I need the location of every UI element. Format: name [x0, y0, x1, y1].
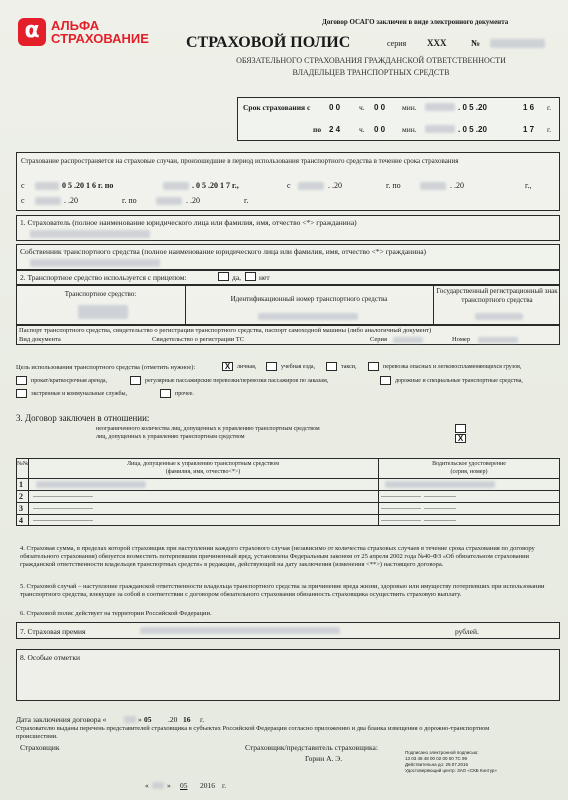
period-row1-day2-redacted [163, 182, 189, 190]
drivers-row4-license: -------------------- ---------------- [381, 518, 456, 524]
term-from-year: 1 6 [523, 103, 535, 112]
sign-date-close: » [167, 781, 171, 790]
sign-year: 2016 [200, 781, 215, 790]
drivers-col-num: №№ [17, 461, 29, 467]
series-value: XXX [427, 38, 447, 48]
premium-amount-redacted [140, 627, 340, 634]
rep-name: Горин А. Э. [305, 754, 343, 763]
number-label: № [471, 38, 481, 48]
purpose-dangerous-label: перевозка опасных и легковоспламеняющихся грузов, [383, 364, 522, 370]
owner-label: Собственник транспортного средства (полное наименование юридического лица или фамилия, имя, отчество <*> гражданина) [20, 247, 427, 256]
contract-date-g: г. [200, 715, 205, 724]
purpose-personal-label: личная, [237, 364, 257, 370]
drivers-col-divider-2 [378, 458, 379, 526]
drivers-col-license-1: Водительское удостоверение [432, 461, 506, 467]
insurer-label: 1. Страхователь (полное наименование юридического лица или фамилия, имя, отчество <*> гражданина) [20, 218, 357, 227]
term-to-g: г. [547, 125, 552, 134]
period-row2-e: г. [244, 196, 249, 205]
drivers-row2-bottom [16, 502, 560, 503]
vehicle-doc-label: Паспорт транспортного средства, свидетельство о регистрации транспортного средства, паспорт самоходной машины (либо аналогичный документ) [19, 327, 432, 334]
term-from-day-redacted [425, 103, 455, 111]
drivers-row2-name: ------------------------------ [33, 494, 93, 500]
period-row1-day-redacted [35, 182, 59, 190]
drivers-row4-name: ------------------------------ [33, 518, 93, 524]
term-to-hours: 2 4 [329, 125, 341, 134]
premium-label: 7. Страховая премия [20, 627, 86, 636]
notes-box [16, 649, 560, 701]
trailer-no-checkbox[interactable] [245, 272, 256, 281]
period-row2-d: . .20 [186, 196, 200, 205]
electronic-note: Договор ОСАГО заключен в виде электронного документа [322, 18, 509, 26]
drivers-row3-num: 3 [19, 504, 23, 513]
contract-date-label: Дата заключения договора « [16, 715, 107, 724]
period-row2-c: с [21, 196, 25, 205]
drivers-row1-bottom [16, 490, 560, 491]
electronic-signature-stamp [405, 750, 555, 786]
rep-label: Страховщик/представитель страховщика: [245, 743, 378, 752]
drivers-col-persons-1: Лица, допущенные к управлению транспортным средством [126, 461, 279, 467]
premium-unit: рублей. [455, 627, 479, 636]
purpose-dangerous-checkbox[interactable] [368, 362, 379, 371]
contract-date-year: 16 [183, 715, 191, 724]
purpose-rental-checkbox[interactable] [16, 376, 27, 385]
drivers-row1-name-redacted [36, 481, 146, 488]
drivers-limited-checkbox[interactable]: X [455, 434, 466, 443]
vehicle-model-redacted [78, 305, 128, 319]
period-row1-d: . .20 [328, 181, 342, 190]
period-row2-a-redacted [35, 197, 61, 205]
contract-date-year-prefix: .20 [168, 715, 178, 724]
drivers-row1-license-redacted [385, 481, 495, 488]
term-to-minutes: 0 0 [374, 125, 386, 134]
policy-number-redacted [490, 39, 545, 48]
sign-day-redacted [152, 782, 164, 789]
vehicle-doc-series-redacted [393, 337, 423, 343]
period-row1-a: 0 5 .20 1 6 г. по [62, 181, 114, 190]
stamp-line2: 13 03 48 48 00 02 00 00 7С 99 [405, 756, 468, 761]
term-from-date: . 0 5 .20 [458, 103, 487, 112]
sign-date-open: « [145, 781, 149, 790]
clause-6: 6. Страховой полис действует на территории Российской Федерации. [20, 610, 212, 617]
vehicle-col-plate: Государственный регистрационный знак транспортного средства [436, 287, 558, 304]
term-from-minutes: 0 0 [374, 103, 386, 112]
term-from-hours: 0 0 [329, 103, 341, 112]
drivers-row3-bottom [16, 514, 560, 515]
period-row1-f: . .20 [450, 181, 464, 190]
drivers-col-persons-2: (фамилия, имя, отчество<*>) [165, 469, 241, 475]
term-to-date: . 0 5 .20 [458, 125, 487, 134]
purpose-road-label: дорожные и специальные транспортные средства, [395, 378, 523, 384]
stamp-line1: Подписано электронной подписью: [405, 750, 479, 755]
period-row1-c: с [21, 181, 25, 190]
purpose-emergency-label: экстренные и коммунальные службы, [31, 391, 128, 397]
vehicle-col-model: Транспортное средство: [64, 290, 137, 298]
drivers-row3-name: ------------------------------ [33, 506, 93, 512]
drivers-col-divider-1 [28, 458, 29, 526]
series-label: серия [387, 39, 407, 48]
period-row1-g: г., [525, 181, 532, 190]
trailer-yes-label: да, [232, 273, 242, 282]
term-to-label: по [313, 125, 322, 134]
period-row2-b: г. по [122, 196, 137, 205]
term-to-min: мин. [402, 125, 417, 134]
period-row1-e: г. по [386, 181, 401, 190]
drivers-row2-license: -------------------- ---------------- [381, 494, 456, 500]
term-from-ch: ч. [359, 103, 365, 112]
purpose-taxi-checkbox[interactable] [326, 362, 337, 371]
vehicle-doc-series: Серия [370, 336, 388, 343]
purpose-other-checkbox[interactable] [160, 389, 171, 398]
drivers-limited-label: лиц, допущенных к управлению транспортным средством [96, 434, 245, 440]
logo-mark-icon: α [18, 18, 46, 46]
sign-g: г. [222, 781, 227, 790]
drivers-unlimited-checkbox[interactable] [455, 424, 466, 433]
vehicle-plate-redacted [475, 313, 523, 320]
trailer-no-label: нет [259, 273, 270, 282]
trailer-label: 2. Транспортное средство используется с прицепом: [20, 273, 187, 282]
company-logo [18, 18, 178, 52]
trailer-yes-checkbox[interactable] [218, 272, 229, 281]
vehicle-doc-number: Номер [452, 336, 471, 343]
period-row1-c2: с [287, 181, 291, 190]
drivers-unlimited-label: неограниченного количества лиц, допущенных к управлению транспортным средством [96, 426, 320, 432]
period-row1-b: . 0 5 .20 1 7 г., [192, 181, 239, 190]
drivers-row4-num: 4 [19, 516, 23, 525]
vehicle-doc-kind-value: Свидетельство о регистрации ТС [152, 336, 245, 343]
purpose-personal-checkbox[interactable]: X [222, 362, 233, 371]
policy-title: СТРАХОВОЙ ПОЛИС [186, 34, 351, 51]
term-to-year: 1 7 [523, 125, 535, 134]
contract-date-month: 05 [144, 715, 152, 724]
purpose-training-label: учебная езда, [281, 364, 316, 370]
subtitle-line1: ОБЯЗАТЕЛЬНОГО СТРАХОВАНИЯ ГРАЖДАНСКОЙ ОТВЕТСТВЕННОСТИ [236, 56, 506, 65]
notes-label: 8. Особые отметки [20, 653, 80, 662]
period-row1-e-redacted [298, 182, 324, 190]
vehicle-doc-number-redacted [478, 337, 518, 343]
purpose-label: Цель использования транспортного средства (отметить нужное): [16, 364, 196, 371]
period-row2-d-redacted [156, 197, 182, 205]
clause-5: 5. Страховой случай – наступление гражданской ответственности владельца транспортного средства за причинение вреда жизни, здоровью или имуществу потерпевших при использовании транспортного средства, влекущее за собой в соответствии с договором обязательного страхования обязанность страховщика осуществить страховую выплату. [20, 583, 545, 598]
drivers-row2-num: 2 [19, 492, 23, 501]
purpose-rental-label: прокат/краткосрочная аренда, [31, 378, 108, 384]
vehicle-divider-2 [433, 285, 434, 325]
term-to-ch: ч. [359, 125, 365, 134]
stamp-line4: Удостоверяющий центр: ЗАО «СКБ Контур» [405, 768, 497, 773]
term-label: Срок страхования с [243, 103, 311, 112]
drivers-section-title: 3. Договор заключен в отношении: [16, 413, 150, 423]
drivers-col-license-2: (серия, номер) [450, 469, 488, 475]
purpose-road-checkbox[interactable] [380, 376, 391, 385]
insurer-signature-label: Страховщик [20, 743, 60, 752]
contract-day-redacted [124, 716, 136, 723]
purpose-taxi-label: такси, [341, 364, 357, 370]
owner-name-redacted [30, 259, 160, 267]
contract-date-close: » [138, 715, 142, 724]
logo-text-line2: СТРАХОВАНИЕ [51, 31, 149, 46]
stamp-line3: Действительна до: 29.07.2016 [405, 762, 469, 767]
drivers-header-bottom [16, 478, 560, 479]
period-row1-f-redacted [420, 182, 446, 190]
clause-4: 4. Страховая сумма, в пределах которой страховщик при наступлении каждого страхового случая (независимо от количества страховых случаев в течение срока страхования по договору обязательного страхования) обязуется возместить потерпевшим причиненный вред, установлена Федеральным законом от 25 апреля 2002 года №40-ФЗ «Об обязательном страховании гражданской ответственности владельцев транспортных средств» в редакции, действующей на дату заключения (изменения <**>) настоящего договора. [20, 545, 535, 568]
rules-text: Страхователю выданы перечень представителей страховщика в субъектах Российской Федерации согласно приложению и два бланка извещения о дорожно-транспортном происшествии. [16, 725, 490, 740]
logo-text-line1: АЛЬФА [51, 18, 100, 33]
purpose-passenger-label: регулярные пассажирские перевозки/перевозки пассажиров по заказам, [145, 378, 329, 384]
term-to-day-redacted [425, 125, 455, 133]
usage-period-text: Страхование распространяется на страховые случаи, произошедшие в период использования транспортного средства в течение срока страхования [21, 157, 459, 165]
vehicle-vin-redacted [258, 313, 358, 320]
subtitle-line2: ВЛАДЕЛЬЦЕВ ТРАНСПОРТНЫХ СРЕДСТВ [292, 68, 450, 77]
insurer-name-redacted [30, 230, 150, 238]
vehicle-col-vin: Идентификационный номер транспортного средства [230, 295, 388, 303]
purpose-training-checkbox[interactable] [266, 362, 277, 371]
drivers-row3-license: -------------------- ---------------- [381, 506, 456, 512]
drivers-row1-num: 1 [19, 480, 23, 489]
sign-month: 05 [180, 781, 188, 790]
purpose-emergency-checkbox[interactable] [16, 389, 27, 398]
purpose-passenger-checkbox[interactable] [130, 376, 141, 385]
term-from-min: мин. [402, 103, 417, 112]
term-from-g: г. [547, 103, 552, 112]
vehicle-divider-1 [185, 285, 186, 325]
vehicle-doc-kind-label: Вид документа [19, 336, 61, 343]
purpose-other-label: прочее. [175, 391, 194, 397]
period-row2-a: . .20 [64, 196, 78, 205]
